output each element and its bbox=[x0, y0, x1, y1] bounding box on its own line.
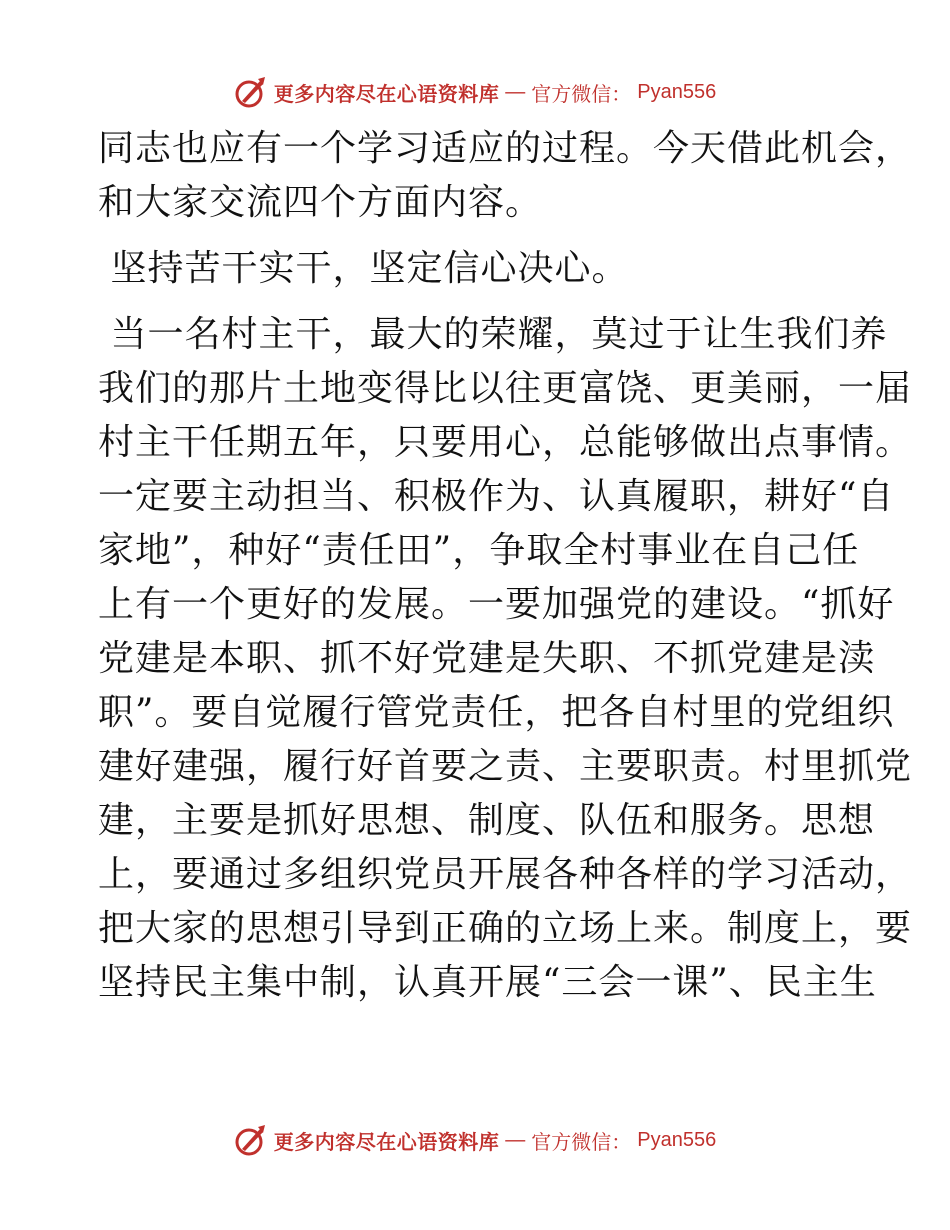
quill-logo-icon bbox=[234, 75, 268, 109]
watermark-wechat-label: 官方微信： bbox=[531, 81, 632, 106]
footer-watermark bbox=[0, 1120, 950, 1160]
text-line: 村主干任期五年，只要用心，总能够做出点事情。 bbox=[98, 422, 913, 463]
text-line: 和大家交流四个方面内容。 bbox=[98, 182, 543, 223]
text-line: 建好建强，履行好首要之责、主要职责。村里抓党 bbox=[98, 746, 913, 787]
document-body bbox=[98, 122, 913, 1010]
quill-logo-icon bbox=[234, 1123, 268, 1157]
text-line: 建，主要是抓好思想、制度、队伍和服务。思想 bbox=[98, 800, 876, 841]
text-line: 党建是本职、抓不好党建是失职、不抓党建是渎 bbox=[98, 638, 876, 679]
watermark-dash: — bbox=[505, 80, 526, 103]
watermark-text: 更多内容尽在心语资料库 bbox=[273, 81, 500, 106]
text-line: 同志也应有一个学习适应的过程。今天借此机会， bbox=[98, 128, 913, 169]
text-line: 上，要通过多组织党员开展各种各样的学习活动， bbox=[98, 854, 913, 895]
text-line: 当一名村主干，最大的荣耀，莫过于让生我们养 bbox=[98, 314, 888, 355]
paragraph-1 bbox=[98, 122, 913, 230]
text-line: 家地”，种好“责任田”，争取全村事业在自己任 bbox=[98, 530, 860, 571]
text-line: 坚持民主集中制，认真开展“三会一课”、民主生 bbox=[98, 962, 877, 1003]
watermark-text: 更多内容尽在心语资料库 bbox=[273, 1129, 500, 1154]
watermark-wechat-label: 官方微信： bbox=[531, 1129, 632, 1154]
text-line: 把大家的思想引导到正确的立场上来。制度上，要 bbox=[98, 908, 913, 949]
watermark-dash: — bbox=[505, 1128, 526, 1151]
text-line: 上有一个更好的发展。一要加强党的建设。“抓好 bbox=[98, 584, 895, 625]
section-heading: 坚持苦干实干，坚定信心决心。 bbox=[98, 248, 629, 289]
text-line: 一定要主动担当、积极作为、认真履职，耕好“自 bbox=[98, 476, 895, 517]
paragraph-3 bbox=[98, 308, 913, 1010]
paragraph-heading bbox=[98, 242, 858, 296]
watermark-wechat-id: Pyan556 bbox=[637, 80, 717, 103]
text-line: 我们的那片土地变得比以往更富饶、更美丽，一届 bbox=[98, 368, 913, 409]
text-line: 职”。要自觉履行管党责任，把各自村里的党组织 bbox=[98, 692, 895, 733]
header-watermark bbox=[0, 72, 950, 112]
watermark-wechat-id: Pyan556 bbox=[637, 1128, 717, 1151]
